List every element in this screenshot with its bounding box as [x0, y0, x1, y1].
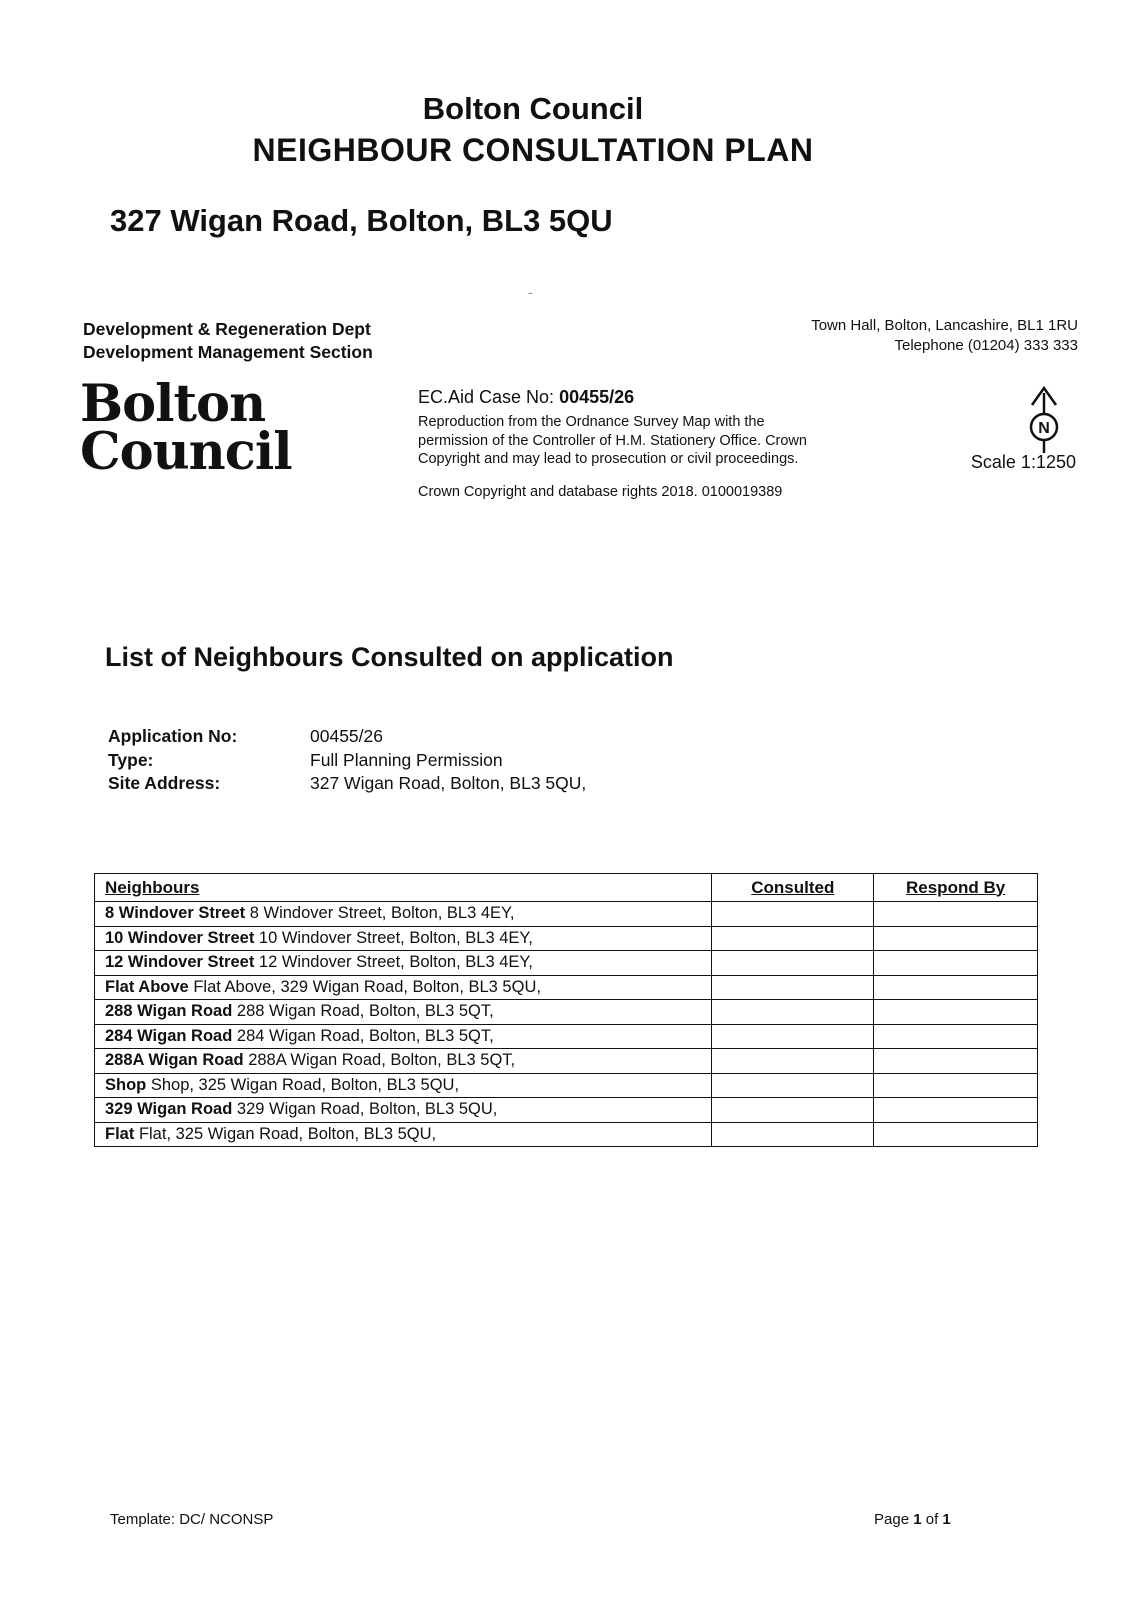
respond-by-cell [874, 926, 1038, 951]
application-no-label: Application No: [108, 726, 238, 746]
respond-by-cell [874, 1049, 1038, 1074]
table-row [95, 1122, 1038, 1147]
footer-page-prefix: Page [874, 1511, 910, 1528]
neighbour-cell [95, 951, 712, 976]
department-block [83, 318, 373, 364]
neighbour-cell [95, 902, 712, 927]
bolton-council-logo [80, 374, 292, 482]
neighbour-address: Shop, 325 Wigan Road, Bolton, BL3 5QU, [150, 1075, 460, 1094]
neighbour-address: 8 Windover Street, Bolton, BL3 4EY, [249, 904, 515, 923]
neighbour-name: 12 Windover Street [105, 953, 255, 972]
north-arrow-icon [1018, 383, 1070, 461]
consulted-cell [712, 975, 874, 1000]
neighbour-cell [95, 926, 712, 951]
neighbour-cell [95, 1073, 712, 1098]
crown-copyright-line: Crown Copyright and database rights 2018. 0100019389 [418, 483, 783, 500]
neighbour-address: Flat, 325 Wigan Road, Bolton, BL3 5QU, [138, 1124, 437, 1143]
compass-north-label: N [1038, 420, 1050, 437]
respond-by-cell [874, 902, 1038, 927]
table-row [95, 926, 1038, 951]
respond-by-cell [874, 1000, 1038, 1025]
neighbours-column-header: Neighbours [95, 874, 712, 902]
document-title-block [0, 88, 1066, 170]
footer-page-indicator [874, 1511, 951, 1528]
logo-line1: Bolton [80, 374, 266, 434]
case-info-block [418, 386, 833, 500]
neighbours-table [94, 873, 1038, 1147]
neighbour-address: 288 Wigan Road, Bolton, BL3 5QT, [236, 1002, 494, 1021]
consulted-cell [712, 1049, 874, 1074]
table-row [95, 1098, 1038, 1123]
application-type-label: Type: [108, 749, 154, 770]
scan-artifact-mark: - [528, 284, 533, 300]
table-row [95, 975, 1038, 1000]
neighbour-name: Flat Above [105, 977, 189, 996]
neighbour-address: 10 Windover Street, Bolton, BL3 4EY, [258, 928, 533, 947]
neighbour-cell [95, 1000, 712, 1025]
neighbour-name: 288A Wigan Road [105, 1051, 244, 1070]
application-detail-row [108, 749, 586, 773]
consulted-cell [712, 951, 874, 976]
footer-page-number: 1 [913, 1511, 922, 1528]
neighbour-address: 329 Wigan Road, Bolton, BL3 5QU, [236, 1100, 498, 1119]
department-line1: Development & Regeneration Dept [83, 319, 371, 339]
case-number-line [418, 386, 833, 408]
table-row [95, 1024, 1038, 1049]
neighbour-name: 288 Wigan Road [105, 1002, 233, 1021]
neighbour-cell [95, 1098, 712, 1123]
respond-by-cell [874, 951, 1038, 976]
respond-by-cell [874, 1098, 1038, 1123]
neighbours-section-title: List of Neighbours Consulted on application [105, 642, 674, 672]
neighbour-name: 8 Windover Street [105, 904, 246, 923]
neighbour-cell [95, 1024, 712, 1049]
document-title-line2: NEIGHBOUR CONSULTATION PLAN [252, 132, 814, 168]
neighbour-address: 12 Windover Street, Bolton, BL3 4EY, [258, 953, 533, 972]
neighbour-name: 10 Windover Street [105, 928, 255, 947]
table-row [95, 951, 1038, 976]
table-row [95, 1049, 1038, 1074]
consulted-column-header: Consulted [712, 874, 874, 902]
application-no-value: 00455/26 [310, 726, 383, 746]
consulted-cell [712, 1000, 874, 1025]
case-number-value: 00455/26 [559, 387, 635, 407]
site-address-heading: 327 Wigan Road, Bolton, BL3 5QU [110, 203, 613, 238]
site-address-label: Site Address: [108, 773, 221, 793]
contact-block [811, 316, 1078, 356]
application-details [108, 725, 586, 796]
respond-by-column-header: Respond By [874, 874, 1038, 902]
neighbour-cell [95, 1049, 712, 1074]
os-copyright-notice: Reproduction from the Ordnance Survey Map with the permission of the Controller of H.M. Stationery Office. Crown Copyright and may lead to prosecution or civil proceedings. [418, 414, 807, 467]
application-detail-row [108, 772, 586, 796]
neighbour-cell [95, 975, 712, 1000]
neighbour-cell [95, 1122, 712, 1147]
neighbour-name: Shop [105, 1075, 147, 1094]
contact-address: Town Hall, Bolton, Lancashire, BL1 1RU [811, 317, 1078, 334]
neighbour-name: 329 Wigan Road [105, 1100, 233, 1119]
consulted-cell [712, 902, 874, 927]
footer-page-of: of [925, 1511, 939, 1528]
neighbour-address: Flat Above, 329 Wigan Road, Bolton, BL3 5QU, [193, 977, 541, 996]
table-row [95, 902, 1038, 927]
table-row [95, 1000, 1038, 1025]
consulted-cell [712, 1122, 874, 1147]
neighbour-name: Flat [105, 1124, 135, 1143]
case-number-label: EC.Aid Case No: [418, 387, 560, 407]
consulted-cell [712, 926, 874, 951]
contact-phone: Telephone (01204) 333 333 [894, 337, 1078, 354]
neighbour-name: 284 Wigan Road [105, 1026, 233, 1045]
respond-by-cell [874, 1122, 1038, 1147]
neighbour-address: 284 Wigan Road, Bolton, BL3 5QT, [236, 1026, 494, 1045]
map-scale-label: Scale 1:1250 [970, 452, 1076, 472]
table-row [95, 1073, 1038, 1098]
footer-template-label: Template: DC/ NCONSP [110, 1511, 274, 1528]
neighbours-table-body [95, 902, 1038, 1147]
consulted-cell [712, 1098, 874, 1123]
application-detail-row [108, 725, 586, 749]
neighbour-address: 288A Wigan Road, Bolton, BL3 5QT, [248, 1051, 516, 1070]
site-address-value: 327 Wigan Road, Bolton, BL3 5QU, [310, 773, 587, 793]
respond-by-cell [874, 1073, 1038, 1098]
consulted-cell [712, 1024, 874, 1049]
document-title-line1: Bolton Council [422, 91, 644, 126]
footer-page-total: 1 [942, 1511, 951, 1528]
application-type-value: Full Planning Permission [310, 749, 503, 770]
department-line2: Development Management Section [83, 342, 373, 362]
neighbours-table-header-row [95, 874, 1038, 902]
respond-by-cell [874, 975, 1038, 1000]
logo-line2: Council [80, 422, 292, 482]
consulted-cell [712, 1073, 874, 1098]
respond-by-cell [874, 1024, 1038, 1049]
